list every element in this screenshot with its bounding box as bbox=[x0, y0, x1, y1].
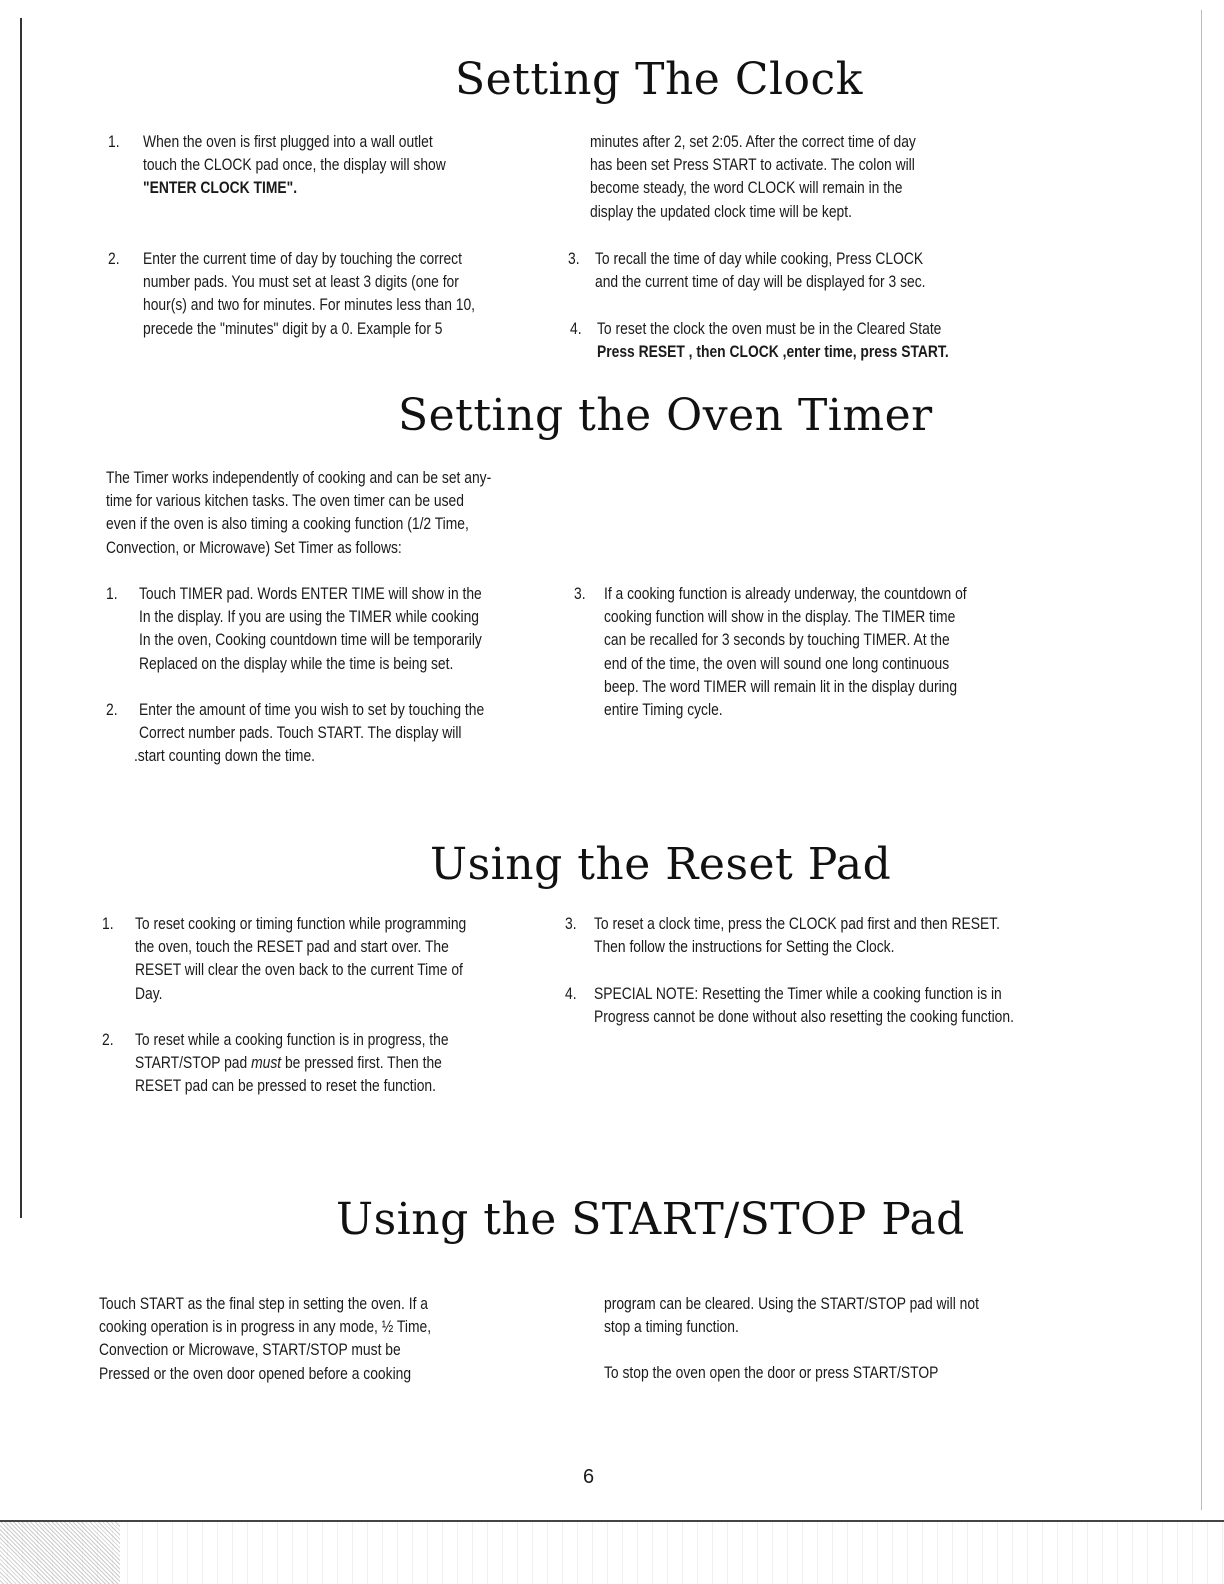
step-number: 2. bbox=[106, 701, 118, 719]
emphasis-must: must bbox=[251, 1054, 282, 1073]
step-number: 1. bbox=[108, 133, 120, 151]
text-line: and the current time of day will be displayed for 3 sec. bbox=[595, 273, 926, 292]
text-line: To reset a clock time, press the CLOCK pad first and then RESET. bbox=[594, 915, 1000, 933]
text-line: Convection or Microwave, START/STOP must be bbox=[99, 1341, 401, 1360]
text-line: Enter the current time of day by touching the correct bbox=[143, 250, 462, 268]
step-number: 4. bbox=[565, 985, 577, 1003]
text-line: .start counting down the time. bbox=[133, 747, 316, 766]
page-number: 6 bbox=[583, 1466, 595, 1488]
text-line: Replaced on the display while the time is being set. bbox=[139, 654, 454, 673]
scan-artifact bbox=[0, 1522, 1224, 1584]
text-line: the oven, touch the RESET pad and start over. The bbox=[135, 938, 449, 957]
text-line: beep. The word TIMER will remain lit in the display during bbox=[604, 677, 958, 696]
text-line bbox=[135, 1052, 449, 1075]
text-line: stop a timing function. bbox=[604, 1318, 739, 1337]
text-line: Correct number pads. Touch START. The display will bbox=[139, 724, 462, 743]
text-line: display the updated clock time will be kept. bbox=[590, 202, 852, 221]
text-fragment: START/STOP pad bbox=[135, 1054, 252, 1073]
text-line: To recall the time of day while cooking, Press CLOCK bbox=[595, 250, 924, 268]
clock-step-2-continuation bbox=[590, 131, 916, 224]
step-number: 3. bbox=[565, 915, 577, 933]
text-line: Enter the amount of time you wish to set by touching the bbox=[139, 701, 485, 719]
step-number: 4. bbox=[570, 320, 582, 338]
page-left-edge bbox=[20, 18, 22, 1218]
start-stop-right-paragraph bbox=[604, 1293, 979, 1339]
start-stop-stop-instruction: To stop the oven open the door or press START/STOP bbox=[604, 1364, 939, 1382]
heading-setting-the-oven-timer: Setting the Oven Timer bbox=[398, 390, 933, 441]
start-stop-left-paragraph bbox=[99, 1293, 431, 1386]
text-line: hour(s) and two for minutes. For minutes less than 10, bbox=[143, 296, 476, 315]
text-line: If a cooking function is already underway, the countdown of bbox=[604, 585, 967, 603]
text-line: precede the "minutes" digit by a 0. Example for 5 bbox=[143, 319, 443, 338]
reset-instruction: Press RESET , then CLOCK ,enter time, press START. bbox=[597, 343, 949, 362]
text-line: time for various kitchen tasks. The oven timer can be used bbox=[106, 492, 464, 511]
text-line: become steady, the word CLOCK will remain in the bbox=[590, 179, 903, 198]
timer-intro bbox=[106, 467, 491, 560]
text-line: minutes after 2, set 2:05. After the correct time of day bbox=[590, 133, 916, 151]
page-right-edge bbox=[1201, 10, 1202, 1510]
text-line: RESET pad can be pressed to reset the function. bbox=[135, 1077, 436, 1096]
step-number: 1. bbox=[106, 585, 118, 603]
text-line: When the oven is first plugged into a wall outlet bbox=[143, 133, 433, 151]
text-line: Touch START as the final step in setting the oven. If a bbox=[99, 1295, 428, 1313]
step-number: 3. bbox=[574, 585, 586, 603]
text-line: number pads. You must set at least 3 digits (one for bbox=[143, 273, 459, 292]
step-number: 3. bbox=[568, 250, 580, 268]
text-line: Progress cannot be done without also resetting the cooking function. bbox=[594, 1008, 1014, 1027]
heading-using-the-start-stop-pad: Using the START/STOP Pad bbox=[336, 1194, 965, 1245]
text-line: To reset cooking or timing function while programming bbox=[135, 915, 467, 933]
text-line: cooking function will show in the display. The TIMER time bbox=[604, 608, 956, 627]
text-line: end of the time, the oven will sound one long continuous bbox=[604, 654, 950, 673]
display-message: "ENTER CLOCK TIME". bbox=[143, 179, 298, 198]
heading-setting-the-clock: Setting The Clock bbox=[455, 54, 863, 105]
text-line: can be recalled for 3 seconds by touching TIMER. At the bbox=[604, 631, 950, 650]
text-line: To reset while a cooking function is in progress, the bbox=[135, 1031, 449, 1049]
text-line: entire Timing cycle. bbox=[604, 701, 723, 720]
text-line: In the display. If you are using the TIMER while cooking bbox=[139, 608, 480, 627]
text-line: program can be cleared. Using the START/STOP pad will not bbox=[604, 1295, 979, 1313]
text-line: In the oven, Cooking countdown time will be temporarily bbox=[139, 631, 482, 650]
step-number: 2. bbox=[108, 250, 120, 268]
text-line: has been set Press START to activate. The colon will bbox=[590, 156, 915, 175]
text-line: touch the CLOCK pad once, the display will show bbox=[143, 156, 446, 175]
text-line: Convection, or Microwave) Set Timer as follows: bbox=[106, 538, 402, 557]
text-line: RESET will clear the oven back to the current Time of bbox=[135, 961, 463, 980]
text-line: even if the oven is also timing a cooking function (1/2 Time, bbox=[106, 515, 469, 534]
text-line: Pressed or the oven door opened before a cooking bbox=[99, 1364, 412, 1383]
text-fragment: be pressed first. Then the bbox=[281, 1054, 442, 1073]
text-line: The Timer works independently of cooking and can be set any- bbox=[106, 469, 492, 487]
step-number: 1. bbox=[102, 915, 114, 933]
text-line: SPECIAL NOTE: Resetting the Timer while a cooking function is in bbox=[594, 985, 1002, 1003]
text-line: Then follow the instructions for Setting the Clock. bbox=[594, 938, 895, 957]
text-line: To reset the clock the oven must be in the Cleared State bbox=[597, 320, 942, 338]
text-line: Day. bbox=[135, 984, 163, 1003]
text-line: Touch TIMER pad. Words ENTER TIME will show in the bbox=[139, 585, 482, 603]
text-line: cooking operation is in progress in any mode, ½ Time, bbox=[99, 1318, 432, 1337]
scan-artifact bbox=[0, 1522, 120, 1584]
step-number: 2. bbox=[102, 1031, 114, 1049]
heading-using-the-reset-pad: Using the Reset Pad bbox=[430, 839, 892, 890]
